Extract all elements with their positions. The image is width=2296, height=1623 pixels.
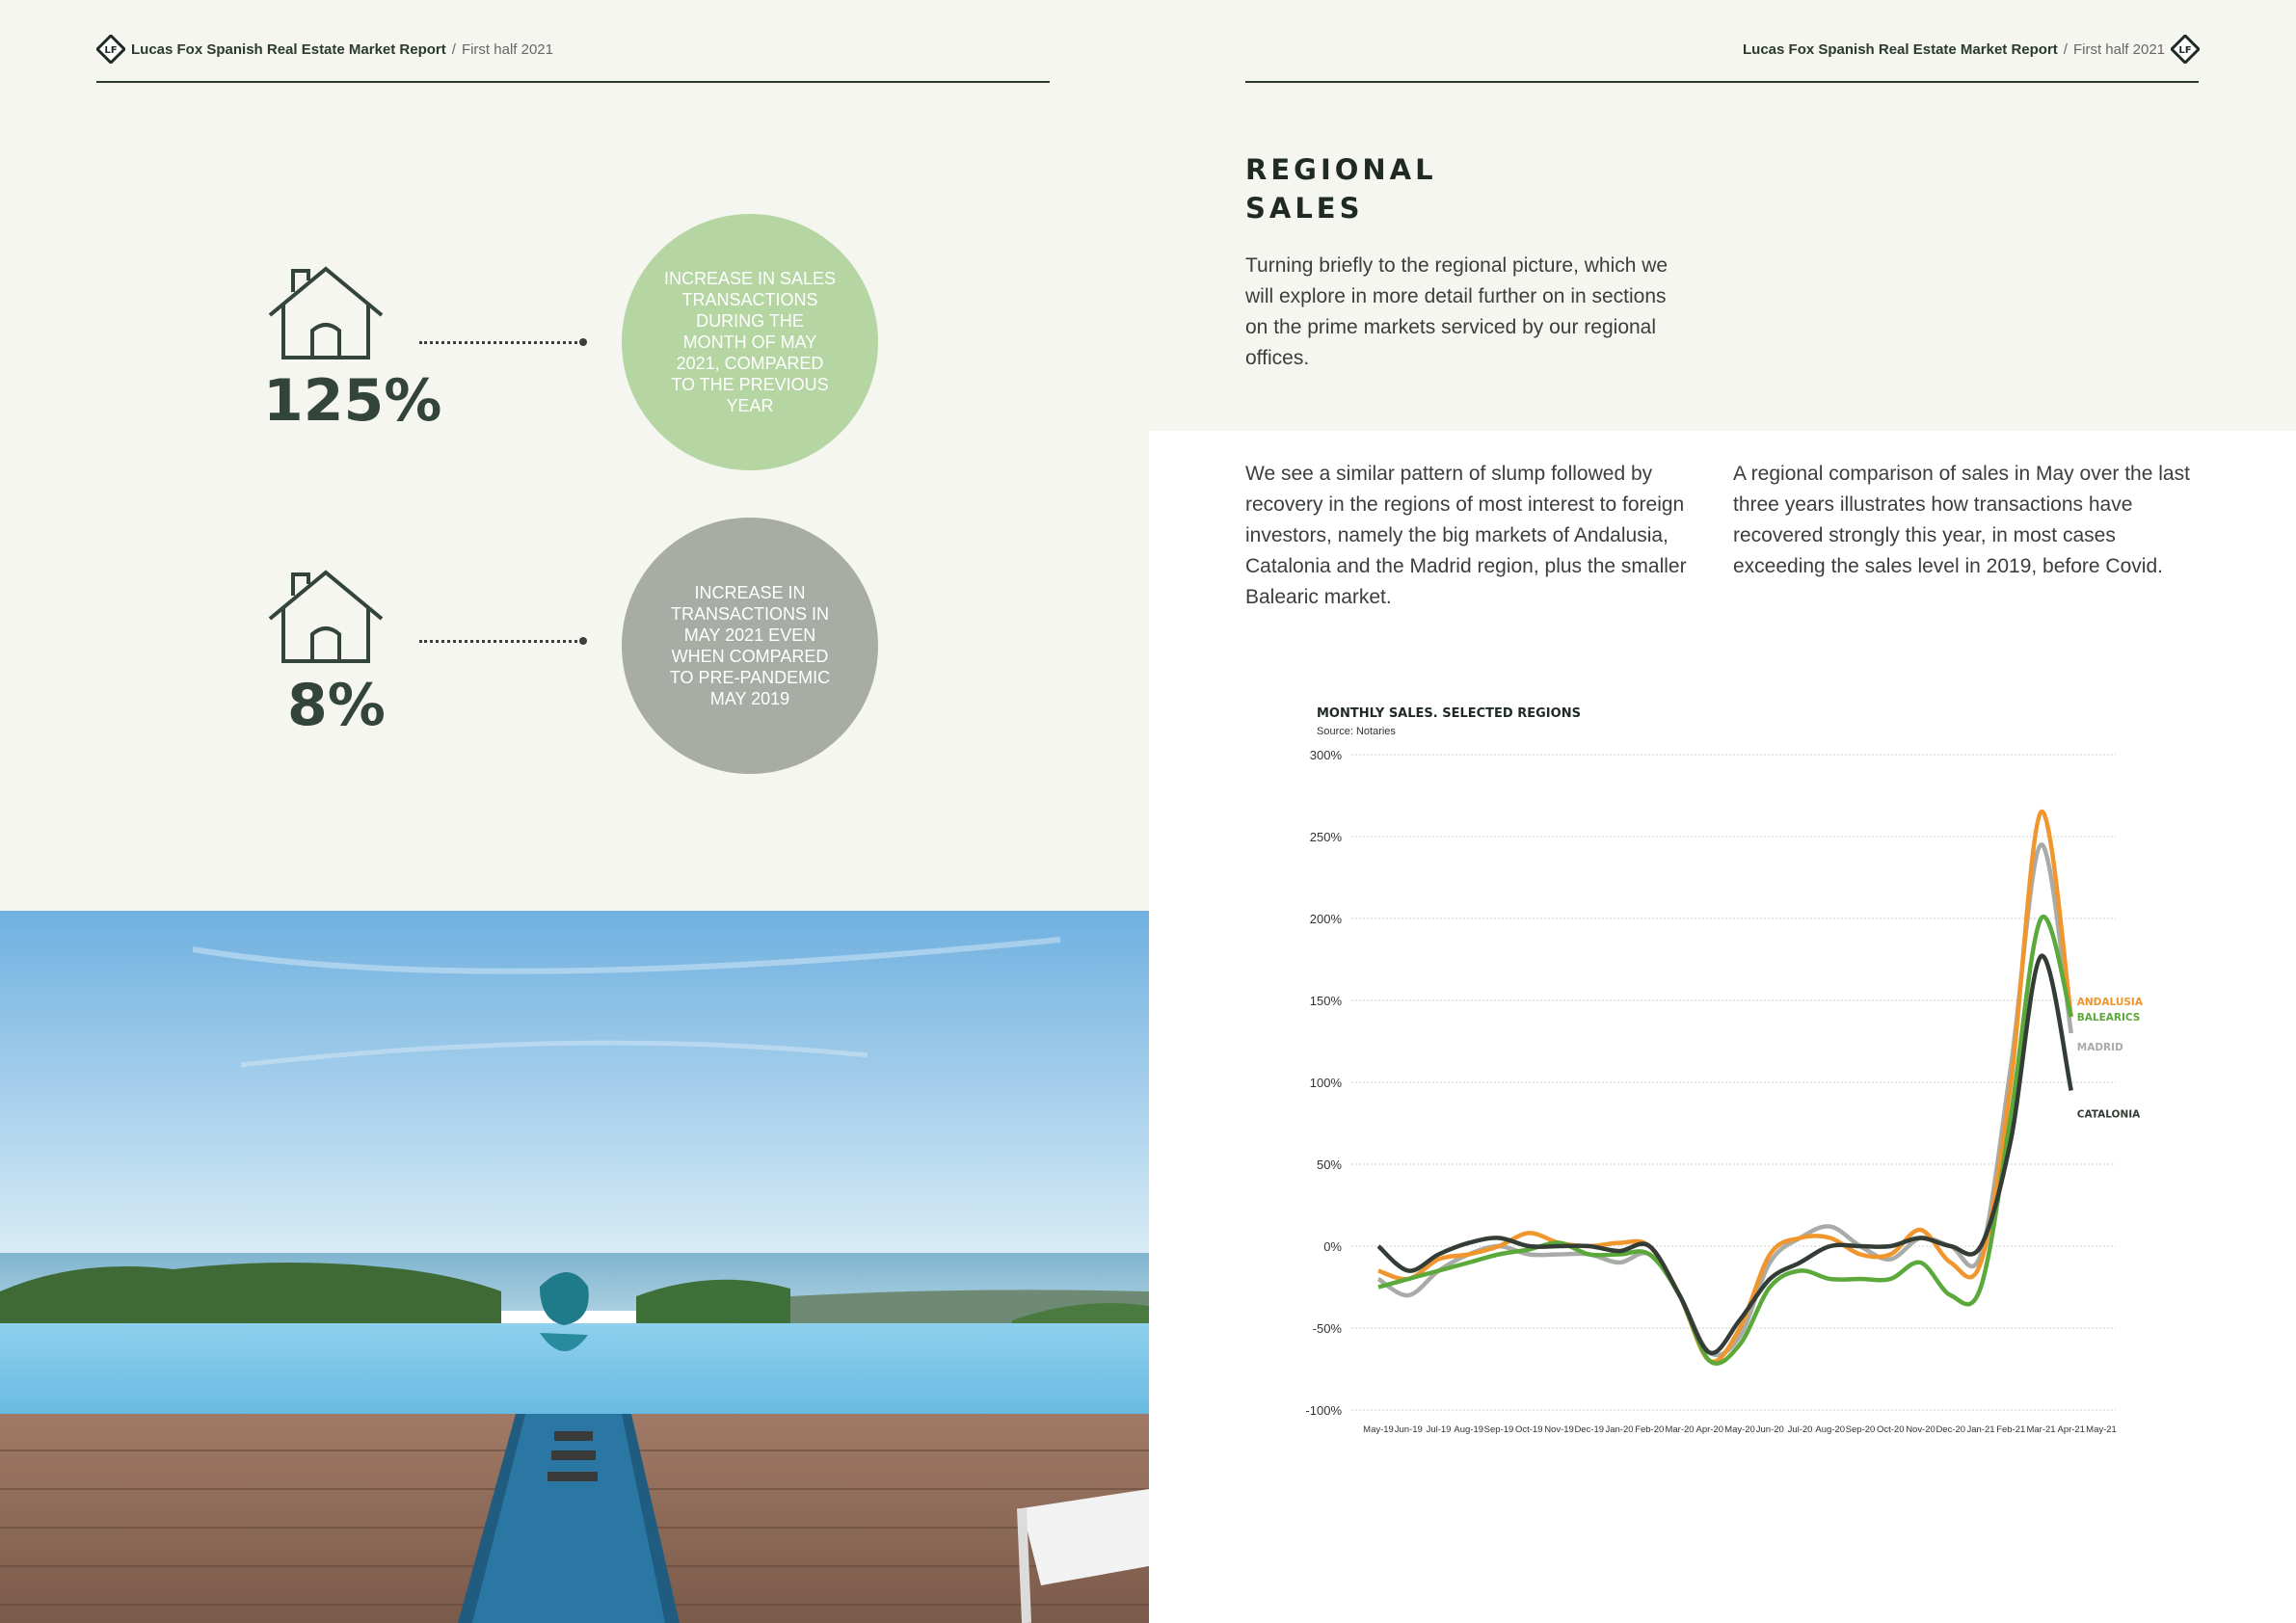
left-header (96, 35, 553, 64)
x-tick-label: Feb-21 (1996, 1424, 2026, 1435)
x-tick-label: Nov-20 (1906, 1424, 1936, 1435)
x-tick-label: Jul-19 (1426, 1424, 1452, 1435)
chart-title: MONTHLY SALES. SELECTED REGIONS (1317, 706, 1581, 721)
x-tick-label: Mar-21 (2026, 1424, 2056, 1435)
series-line-catalonia (1378, 956, 2071, 1353)
legend-label-balearics: BALEARICS (2076, 1012, 2141, 1024)
right-header (1743, 35, 2200, 64)
series-line-andalusia (1378, 812, 2071, 1362)
right-header-rule (1245, 81, 2199, 83)
y-tick-label: 250% (1309, 830, 1342, 844)
x-tick-label: Feb-20 (1635, 1424, 1665, 1435)
header-separator: / (451, 40, 456, 58)
x-tick-label: Dec-20 (1936, 1424, 1966, 1435)
lucas-fox-logo-icon (2171, 35, 2200, 64)
section-title (1245, 150, 1437, 227)
x-tick-label: Oct-20 (1876, 1424, 1905, 1435)
body-column-2: A regional comparison of sales in May over the last three years illustrates how transactions have recovered strongly this year, in most cases exceeding the sales level in 2019, before Covid. (1733, 463, 2190, 577)
x-tick-label: May-19 (1363, 1424, 1394, 1435)
x-tick-label: Sep-20 (1845, 1424, 1876, 1435)
y-tick-label: 100% (1309, 1076, 1342, 1090)
stat-value-125: 125% (263, 367, 442, 435)
x-tick-label: Aug-19 (1454, 1424, 1484, 1435)
lucas-fox-logo-icon (96, 35, 125, 64)
x-tick-label: May-21 (2086, 1424, 2117, 1435)
intro-paragraph: Turning briefly to the regional picture, which we will explore in more detail further on in sections on the prime markets serviced by our regional offices. (1245, 254, 1669, 369)
header-period: First half 2021 (461, 40, 553, 58)
chart-source: Source: Notaries (1317, 726, 1396, 737)
body-column-1: We see a similar pattern of slump followed by recovery in the regions of most interest to foreign investors, namely the big markets of Andalusia, Catalonia and the Madrid region, plus the smaller Balearic market. (1245, 463, 1687, 608)
section-title-line1: REGIONAL (1245, 153, 1437, 186)
legend-label-catalonia: CATALONIA (2076, 1108, 2141, 1121)
y-tick-label: 0% (1323, 1239, 1342, 1254)
x-tick-label: Dec-19 (1574, 1424, 1605, 1435)
y-tick-label: -50% (1312, 1321, 1342, 1336)
y-tick-label: -100% (1305, 1403, 1342, 1418)
svg-text:LF: LF (2178, 45, 2192, 56)
series-line-balearics (1378, 917, 2071, 1364)
left-page-background (0, 0, 1149, 911)
header-period: First half 2021 (2072, 40, 2165, 58)
house-icon (266, 265, 386, 361)
header-separator: / (2063, 40, 2068, 58)
svg-text:LF: LF (104, 45, 118, 56)
stat-value-8: 8% (287, 672, 386, 739)
house-icon (266, 569, 386, 665)
infinity-pool-photo (0, 911, 1149, 1623)
x-tick-label: Jan-20 (1605, 1424, 1634, 1435)
y-tick-label: 50% (1316, 1157, 1342, 1172)
x-tick-label: Oct-19 (1514, 1424, 1543, 1435)
left-header-rule (96, 81, 1050, 83)
x-tick-label: Jun-20 (1755, 1424, 1784, 1435)
stat-description: INCREASE IN TRANSACTIONS IN MAY 2021 EVEN WHEN COMPARED TO PRE-PANDEMIC MAY 2019 (669, 583, 831, 708)
connector-dots (419, 341, 583, 344)
stat-circle-sales (622, 214, 878, 470)
y-tick-label: 300% (1309, 748, 1342, 762)
x-tick-label: May-20 (1724, 1424, 1755, 1435)
monthly-sales-chart (1292, 742, 2198, 1446)
section-title-line2: SALES (1245, 192, 1364, 225)
x-tick-label: Mar-20 (1665, 1424, 1695, 1435)
y-tick-label: 150% (1309, 994, 1342, 1008)
x-tick-label: Nov-19 (1544, 1424, 1574, 1435)
x-tick-label: Jun-19 (1394, 1424, 1423, 1435)
x-tick-label: Apr-21 (2057, 1424, 2086, 1435)
stat-description: INCREASE IN SALES TRANSACTIONS DURING THE MONTH OF MAY 2021, COMPARED TO THE PREVIOUS YEAR (663, 269, 837, 415)
header-brand: Lucas Fox Spanish Real Estate Market Report (1743, 40, 2058, 58)
connector-dots (419, 640, 583, 643)
legend-label-andalusia: ANDALUSIA (2076, 997, 2143, 1008)
x-tick-label: Jul-20 (1787, 1424, 1813, 1435)
x-tick-label: Sep-19 (1483, 1424, 1514, 1435)
x-tick-label: Aug-20 (1815, 1424, 1846, 1435)
connector-dot-end (579, 338, 587, 346)
stat-circle-transactions (622, 518, 878, 774)
header-brand: Lucas Fox Spanish Real Estate Market Report (131, 40, 446, 58)
y-tick-label: 200% (1309, 912, 1342, 926)
x-tick-label: Jan-21 (1966, 1424, 1995, 1435)
x-tick-label: Apr-20 (1695, 1424, 1724, 1435)
connector-dot-end (579, 637, 587, 645)
legend-label-madrid: MADRID (2076, 1042, 2123, 1053)
